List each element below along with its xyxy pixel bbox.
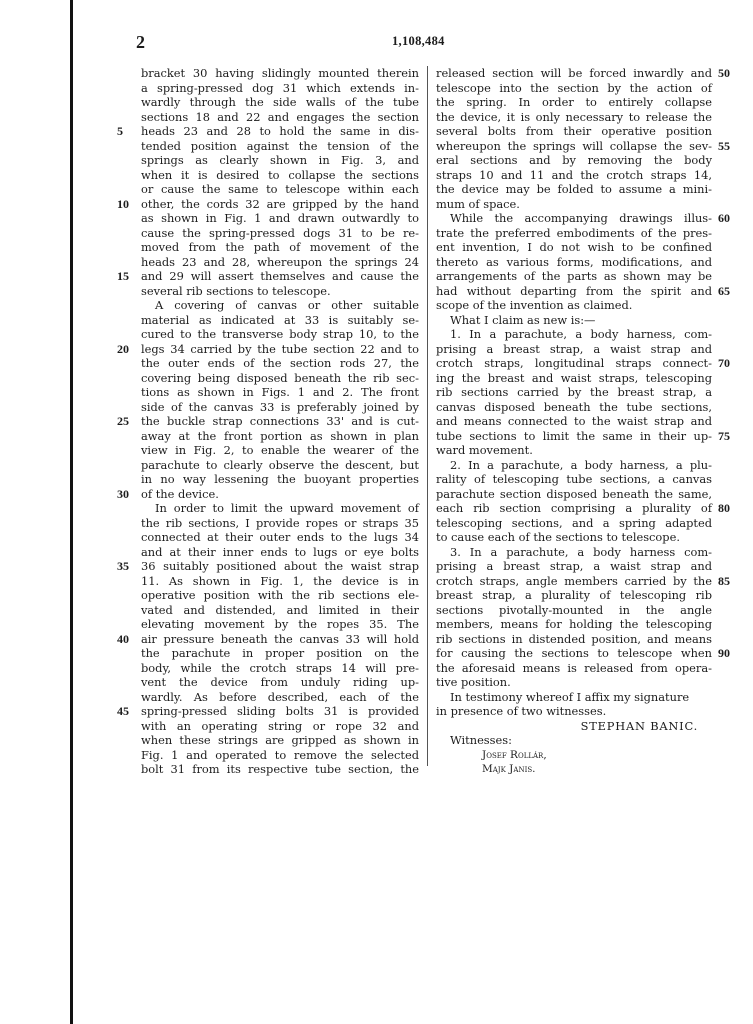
right-text-column xyxy=(436,66,712,777)
text-line: canvas disposed beneath the tube sections, xyxy=(436,399,712,414)
line-number: 80 xyxy=(718,501,730,515)
text-line: the rib sections, I provide ropes or straps 35 xyxy=(141,515,419,530)
text-line: eral sections and by removing the body xyxy=(436,153,712,167)
text-line: bolt 31 from its respective tube section, the xyxy=(141,762,419,776)
text-line: parachute to clearly observe the descent, but xyxy=(141,457,419,472)
text-line: tube sections to limit the same in their up- xyxy=(436,428,712,443)
text-line: thereto as various forms, modifications, and xyxy=(436,254,712,269)
text-line: ward movement. xyxy=(436,443,533,457)
text-line: or cause the same to telescope within each xyxy=(141,182,419,196)
line-number: 90 xyxy=(718,646,730,660)
text-line: the device may be folded to assume a mini- xyxy=(436,182,712,196)
line-number: 45 xyxy=(117,704,129,718)
text-line: prising a breast strap, a waist strap and xyxy=(436,559,712,573)
text-line: sections 18 and 22 and engages the section xyxy=(141,109,419,124)
text-line: 11. As shown in Fig. 1, the device is in xyxy=(141,573,419,588)
text-line: prising a breast strap, a waist strap and xyxy=(436,341,712,356)
text-line: sections pivotally-mounted in the angle xyxy=(436,602,712,617)
line-number: 35 xyxy=(117,559,129,573)
text-line: rib sections carried by the breast strap, a xyxy=(436,385,712,399)
text-line: whereupon the springs will collapse the sev- xyxy=(436,138,712,153)
text-line: several bolts from their operative position xyxy=(436,124,712,138)
text-line: in no way lessening the buoyant properties xyxy=(141,472,419,486)
line-number: 25 xyxy=(117,414,129,428)
text-line: bracket 30 having slidingly mounted therein xyxy=(141,66,419,80)
line-number: 70 xyxy=(718,356,730,370)
text-line: Josef Rollár, xyxy=(482,748,547,761)
text-line: cause the spring-pressed dogs 31 to be re- xyxy=(141,225,419,240)
column-divider xyxy=(427,66,428,766)
text-line: springs as clearly shown in Fig. 3, and xyxy=(141,153,419,167)
text-line: members, means for holding the telescoping xyxy=(436,617,712,631)
text-line: 1. In a parachute, a body harness, com- xyxy=(450,327,712,341)
text-line: tended position against the tension of the xyxy=(141,138,419,153)
line-number: 15 xyxy=(117,269,129,283)
text-line: the aforesaid means is released from opera- xyxy=(436,660,712,675)
text-line: ing the breast and waist straps, telescoping xyxy=(436,370,712,385)
text-line: several rib sections to telescope. xyxy=(141,283,331,298)
text-line: in presence of two witnesses. xyxy=(436,704,607,718)
line-number: 30 xyxy=(117,486,129,501)
text-line: straps 10 and 11 and the crotch straps 14, xyxy=(436,167,712,182)
text-line: of the device. xyxy=(141,486,219,501)
text-line: What I claim as new is:— xyxy=(450,312,596,327)
text-line: the parachute in proper position on the xyxy=(141,646,419,660)
text-line: breast strap, a plurality of telescoping rib xyxy=(436,588,712,602)
text-line: While the accompanying drawings illus- xyxy=(450,211,712,225)
text-line: scope of the invention as claimed. xyxy=(436,298,633,312)
line-number: 50 xyxy=(718,66,730,80)
text-line: away at the front portion as shown in plan xyxy=(141,428,419,443)
text-line: telescoping sections, and a spring adapted xyxy=(436,515,712,530)
line-number: 20 xyxy=(117,341,129,356)
text-line: wardly. As before described, each of the xyxy=(141,689,419,704)
text-line: vent the device from unduly riding up- xyxy=(141,675,419,689)
line-number: 10 xyxy=(117,196,129,211)
text-line: side of the canvas 33 is preferably joined by xyxy=(141,399,419,414)
text-line: view in Fig. 2, to enable the wearer of the xyxy=(141,443,419,457)
text-line: In order to limit the upward movement of xyxy=(155,501,419,515)
text-line: body, while the crotch straps 14 will pre- xyxy=(141,660,419,675)
patent-number: 1,108,484 xyxy=(392,34,445,48)
page-binding-rule xyxy=(70,0,73,1024)
line-number: 65 xyxy=(718,283,730,298)
text-line: Witnesses: xyxy=(450,733,512,747)
text-line: and means connected to the waist strap and xyxy=(436,414,712,428)
line-number: 60 xyxy=(718,211,730,225)
text-line: the spring. In order to entirely collapse xyxy=(436,95,712,109)
text-line: with an operating string or rope 32 and xyxy=(141,718,419,733)
text-line: vated and distended, and limited in their xyxy=(141,602,419,617)
text-line: elevating movement by the ropes 35. The xyxy=(141,617,419,631)
text-line: Fig. 1 and operated to remove the selected xyxy=(141,747,419,762)
text-line: connected at their outer ends to the lugs 34 xyxy=(141,530,419,544)
text-line: rib sections in distended position, and means xyxy=(436,631,712,646)
line-number: 55 xyxy=(718,138,730,153)
text-line: legs 34 carried by the tube section 22 and to xyxy=(141,341,419,356)
text-line: arrangements of the parts as shown may be xyxy=(436,269,712,283)
text-line: tive position. xyxy=(436,675,511,689)
text-line: 36 suitably positioned about the waist strap xyxy=(141,559,419,573)
text-line: material as indicated at 33 is suitably se- xyxy=(141,312,419,327)
line-number: 75 xyxy=(718,428,730,443)
text-line: and 29 will assert themselves and cause the xyxy=(141,269,419,283)
text-line: covering being disposed beneath the rib sec- xyxy=(141,370,419,385)
text-line: each rib section comprising a plurality of xyxy=(436,501,712,515)
text-line: the device, it is only necessary to release the xyxy=(436,109,712,124)
text-line: crotch straps, angle members carried by the xyxy=(436,573,712,588)
text-line: for causing the sections to telescope when xyxy=(436,646,712,660)
text-line: 3. In a parachute, a body harness com- xyxy=(450,544,712,559)
text-line: when these strings are gripped as shown in xyxy=(141,733,419,747)
text-line: cured to the transverse body strap 10, to the xyxy=(141,327,419,341)
text-line: air pressure beneath the canvas 33 will hold xyxy=(141,631,419,646)
text-line: parachute section disposed beneath the same, xyxy=(436,486,712,501)
text-line: mum of space. xyxy=(436,196,520,211)
text-line: and at their inner ends to lugs or eye bolts xyxy=(141,544,419,559)
text-line: the buckle strap connections 33' and is cut- xyxy=(141,414,419,428)
text-line: telescope into the section by the action of xyxy=(436,80,712,95)
page-number: 2 xyxy=(136,32,145,52)
text-line: moved from the path of movement of the xyxy=(141,240,419,254)
text-line: wardly through the side walls of the tube xyxy=(141,95,419,109)
text-line: the outer ends of the section rods 27, the xyxy=(141,356,419,370)
text-line: In testimony whereof I affix my signature xyxy=(450,689,690,704)
text-line: as shown in Fig. 1 and drawn outwardly to xyxy=(141,211,419,225)
text-line: heads 23 and 28 to hold the same in dis- xyxy=(141,124,419,138)
text-line: released section will be forced inwardly and xyxy=(436,66,712,80)
text-line: rality of telescoping tube sections, a canvas xyxy=(436,472,712,486)
text-line: A covering of canvas or other suitable xyxy=(155,298,419,312)
line-number: 85 xyxy=(718,573,730,588)
text-line: a spring-pressed dog 31 which extends in- xyxy=(141,80,419,95)
text-line: to cause each of the sections to telescope. xyxy=(436,530,680,544)
text-line: STEPHAN BANIC. xyxy=(580,718,698,733)
text-line: had without departing from the spirit and xyxy=(436,283,712,298)
text-line: crotch straps, longitudinal straps connect- xyxy=(436,356,712,370)
text-line: operative position with the rib sections ele- xyxy=(141,588,419,602)
text-line: heads 23 and 28, whereupon the springs 24 xyxy=(141,254,419,269)
text-line: when it is desired to collapse the sections xyxy=(141,167,419,182)
left-text-column xyxy=(141,66,419,777)
text-line: other, the cords 32 are gripped by the hand xyxy=(141,196,419,211)
text-line: 2. In a parachute, a body harness, a plu- xyxy=(450,457,712,472)
text-line: spring-pressed sliding bolts 31 is provided xyxy=(141,704,419,718)
line-number: 40 xyxy=(117,631,129,646)
text-line: Majk Janis. xyxy=(482,763,536,775)
text-line: trate the preferred embodiments of the pres- xyxy=(436,225,712,240)
line-number: 5 xyxy=(117,124,123,138)
text-line: ent invention, I do not wish to be confined xyxy=(436,240,712,254)
text-line: tions as shown in Figs. 1 and 2. The front xyxy=(141,385,419,399)
